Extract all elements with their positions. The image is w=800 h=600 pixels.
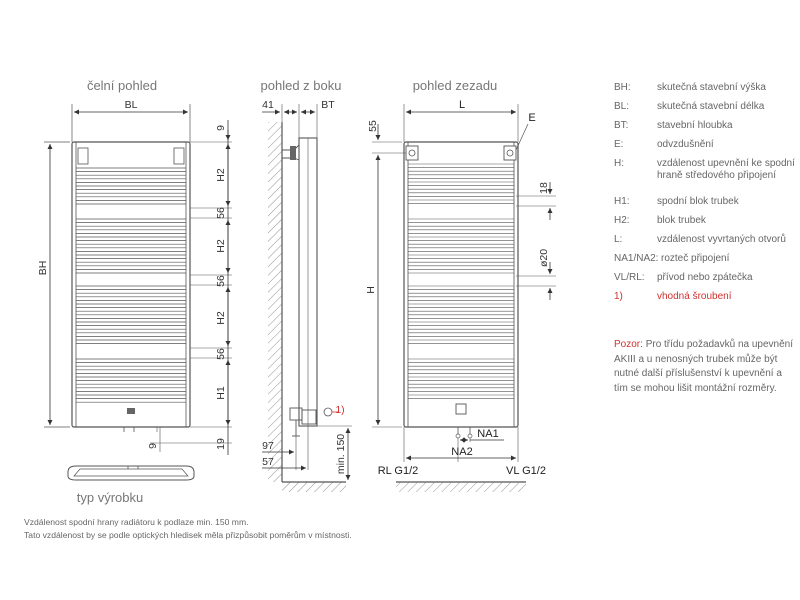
dimension-na1: NA1 <box>477 428 499 440</box>
legend-row-bt <box>614 120 796 139</box>
dimension-56-1: 56 <box>215 207 227 219</box>
dimension-19: 19 <box>215 438 227 450</box>
legend-key: H: <box>614 158 624 169</box>
legend-row-bh <box>614 82 796 101</box>
legend-row-footnote <box>614 291 796 310</box>
warning-text: Pro třídu požadavků na upevnění AKIII a u nenosných trubek může být nutné další příslušenství k upevnění a tím se mohou lišit montážní rozměry. <box>614 339 794 394</box>
rear-view <box>372 104 556 492</box>
legend-value: blok trubek <box>657 215 706 226</box>
product-type-label: typ výrobku <box>76 490 144 505</box>
legend-value: skutečná stavební výška <box>657 82 766 93</box>
dimension-h2-2: H2 <box>215 239 227 253</box>
footer-note <box>24 516 444 542</box>
legend-row-e <box>614 139 796 158</box>
dimension-h2-1: H2 <box>215 168 227 182</box>
dimension-97: 97 <box>262 440 274 452</box>
legend-key: BL: <box>614 101 630 112</box>
connection-rl: RL G1/2 <box>377 465 419 477</box>
legend-row-vl-rl <box>614 272 796 291</box>
dimension-56-2: 56 <box>215 275 227 287</box>
dimension-9-top: 9 <box>215 125 227 131</box>
dimension-min150: min. 150 <box>335 433 347 475</box>
legend-row-h1 <box>614 196 796 215</box>
product-type-top-view <box>68 466 194 480</box>
legend-value: rozteč připojení <box>661 253 730 264</box>
warning-note <box>614 338 794 396</box>
dimension-41: 41 <box>262 99 274 111</box>
side-view-title: pohled z boku <box>260 78 342 93</box>
dimension-55: 55 <box>367 120 379 132</box>
legend-key: E: <box>614 139 624 150</box>
front-view-title: čelní pohled <box>86 78 158 93</box>
legend-value: stavební hloubka <box>657 120 733 131</box>
rear-view-title: pohled zezadu <box>412 78 498 93</box>
legend-key: L: <box>614 234 623 245</box>
legend-key: BH: <box>614 82 631 93</box>
dimension-h1: H1 <box>215 386 227 400</box>
legend-key: NA1/NA2: <box>614 253 659 264</box>
warning-label: Pozor: <box>614 339 643 350</box>
footer-line-1: Vzdálenost spodní hrany radiátoru k podlaze min. 150 mm. <box>24 517 249 527</box>
dimension-h2-3: H2 <box>215 311 227 325</box>
side-view <box>262 104 352 492</box>
legend-value: skutečná stavební délka <box>657 101 765 112</box>
dimension-bl: BL <box>124 99 138 111</box>
legend-row-na <box>614 253 796 272</box>
legend-value: vzdálenost vyvrtaných otvorů <box>657 234 786 245</box>
dimension-57: 57 <box>262 456 274 468</box>
dimension-18: 18 <box>538 182 550 194</box>
legend-row-l <box>614 234 796 253</box>
legend-value: vzdálenost upevnění ke spodní hraně středového připojení <box>657 158 795 181</box>
dimension-56-3: 56 <box>215 348 227 360</box>
legend-value: přívod nebo zpátečka <box>657 272 753 283</box>
dimension-d20: ø20 <box>538 248 550 268</box>
vent-label-e: E <box>528 112 536 124</box>
legend-value: vhodná šroubení <box>657 291 732 302</box>
footnote-marker: 1) <box>335 404 345 416</box>
dimension-l: L <box>458 99 466 111</box>
dimension-9-bottom: 9 <box>147 443 159 449</box>
legend-key: BT: <box>614 120 629 131</box>
connection-vl: VL G1/2 <box>506 465 546 477</box>
legend <box>614 82 796 310</box>
legend-row-h2 <box>614 215 796 234</box>
footer-line-2: Tato vzdálenost by se podle optických hledisek měla přizpůsobit poměrům v místnosti. <box>24 530 352 540</box>
front-view <box>44 104 232 455</box>
legend-value: spodní blok trubek <box>657 196 739 207</box>
dimension-bt: BT <box>321 99 335 111</box>
legend-row-h <box>614 158 796 196</box>
dimension-bh: BH <box>37 260 49 276</box>
legend-row-bl <box>614 101 796 120</box>
legend-key: 1) <box>614 291 623 302</box>
dimension-h: H <box>365 286 377 294</box>
legend-key: H1: <box>614 196 630 207</box>
legend-key: VL/RL: <box>614 272 645 283</box>
legend-key: H2: <box>614 215 630 226</box>
dimension-na2: NA2 <box>451 446 473 458</box>
legend-value: odvzdušnění <box>657 139 714 150</box>
